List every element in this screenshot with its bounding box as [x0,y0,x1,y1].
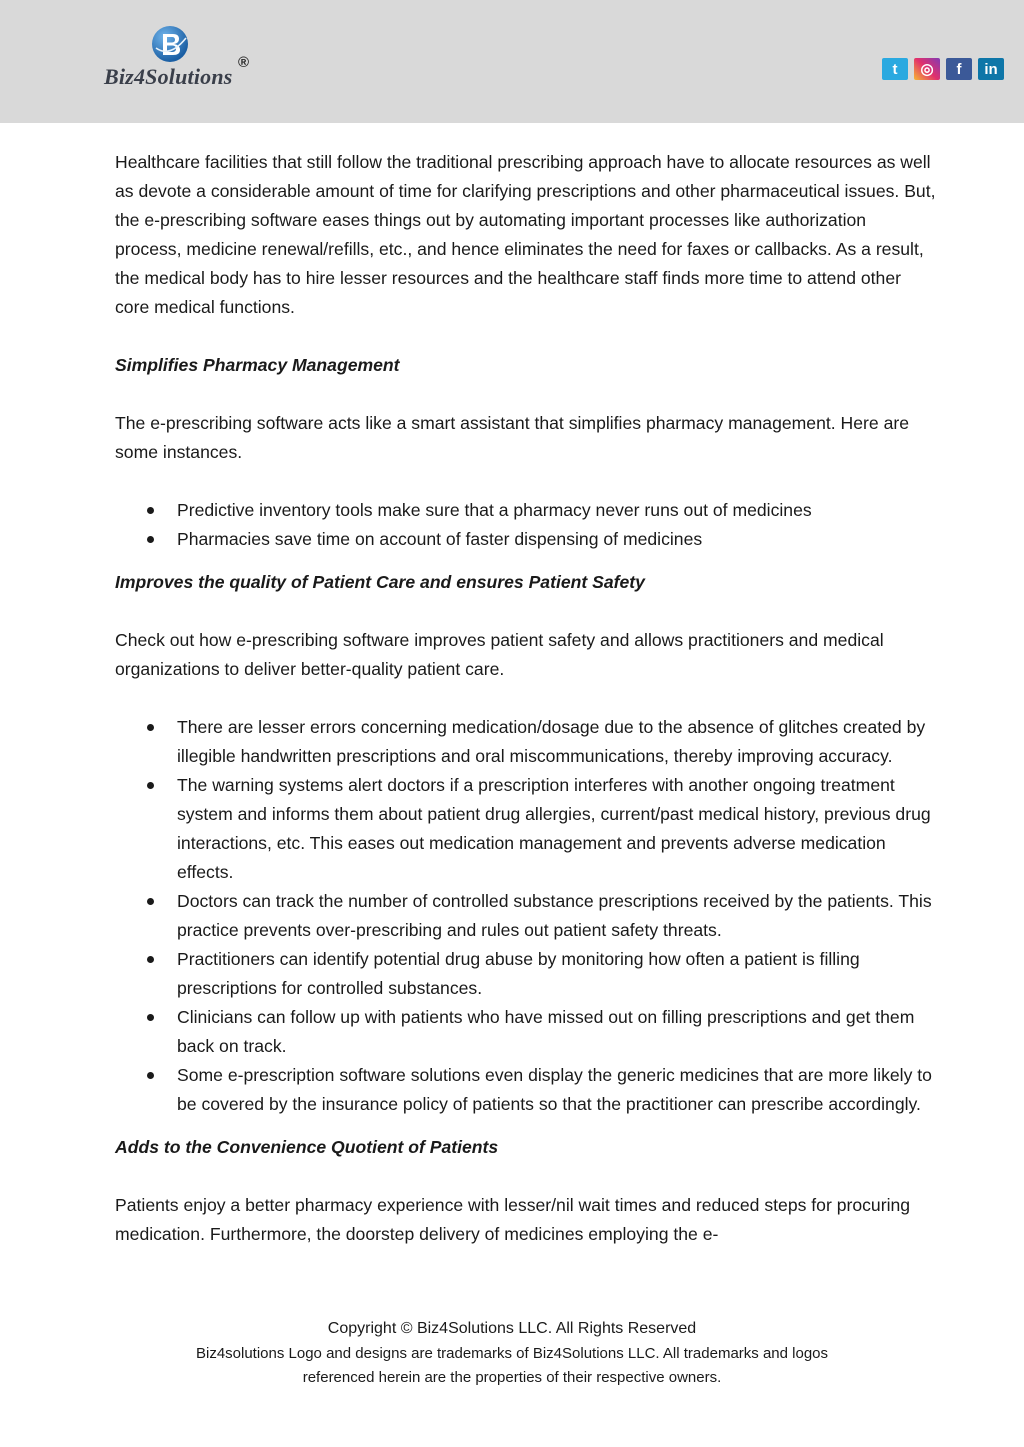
list-item: Some e-prescription software solutions even display the generic medicines that are more likely to be covered by the insurance policy of patients so that the practitioner can prescribe accordingly. [115,1061,937,1119]
document-body [115,148,937,1249]
twitter-icon[interactable] [882,58,908,80]
list-item: Pharmacies save time on account of faster dispensing of medicines [115,525,937,554]
instagram-glyph: ◎ [920,61,934,78]
copyright-line: Copyright © Biz4Solutions LLC. All Rights Reserved [327,1320,697,1337]
list-item: Practitioners can identify potential drug abuse by monitoring how often a patient is filling prescriptions for controlled substances. [115,945,937,1003]
linkedin-icon[interactable] [978,58,1004,80]
logo-mark-icon [150,24,190,64]
section-heading-patient-care: Improves the quality of Patient Care and ensures Patient Safety [115,572,645,592]
registered-mark: ® [238,54,250,71]
list-item: The warning systems alert doctors if a prescription interferes with another ongoing treatment system and informs them about patient drug allergies, current/past medical history, previous drug interactions, etc. This eases out medication management and prevents adverse medication effects. [115,771,937,887]
trademark-line-1: Biz4solutions Logo and designs are trademarks of Biz4Solutions LLC. All trademarks and logos [195,1345,829,1362]
page-footer [0,1316,1024,1390]
patient-care-list [115,713,937,1119]
twitter-glyph: t [892,60,898,78]
page-header [0,0,1024,123]
list-item: Predictive inventory tools make sure that a pharmacy never runs out of medicines [115,496,937,525]
pharmacy-paragraph: The e-prescribing software acts like a smart assistant that simplifies pharmacy management. Here are some instances. [115,413,909,462]
patient-care-paragraph: Check out how e-prescribing software improves patient safety and allows practitioners and medical organizations to deliver better-quality patient care. [115,630,884,679]
pharmacy-list [115,496,937,554]
social-links [882,58,1004,80]
facebook-icon[interactable] [946,58,972,80]
instagram-icon[interactable] [914,58,940,80]
list-item: Clinicians can follow up with patients who have missed out on filling prescriptions and get them back on track. [115,1003,937,1061]
trademark-line-2: referenced herein are the properties of their respective owners. [302,1369,722,1386]
list-item: There are lesser errors concerning medication/dosage due to the absence of glitches created by illegible handwritten prescriptions and oral miscommunications, thereby improving accuracy. [115,713,937,771]
section-heading-pharmacy: Simplifies Pharmacy Management [115,355,400,375]
logo-wordmark: Biz4Solutions [104,64,233,89]
convenience-paragraph: Patients enjoy a better pharmacy experience with lesser/nil wait times and reduced steps for procuring medication. Furthermore, the doorstep delivery of medicines employing the e- [115,1195,911,1244]
company-logo [104,24,264,94]
list-item: Doctors can track the number of controlled substance prescriptions received by the patients. This practice prevents over-prescribing and rules out patient safety threats. [115,887,937,945]
intro-paragraph: Healthcare facilities that still follow the traditional prescribing approach have to allocate resources as well as devote a considerable amount of time for clarifying prescriptions and other pharmaceutical issues. But, the e-prescribing software eases things out by automating important processes like authorization process, medicine renewal/refills, etc., and hence eliminates the need for faxes or callbacks. As a result, the medical body has to hire lesser resources and the healthcare staff finds more time to attend other core medical functions. [115,152,936,317]
section-heading-convenience: Adds to the Convenience Quotient of Patients [115,1137,499,1157]
facebook-glyph: f [956,60,962,78]
linkedin-glyph: in [984,60,998,78]
